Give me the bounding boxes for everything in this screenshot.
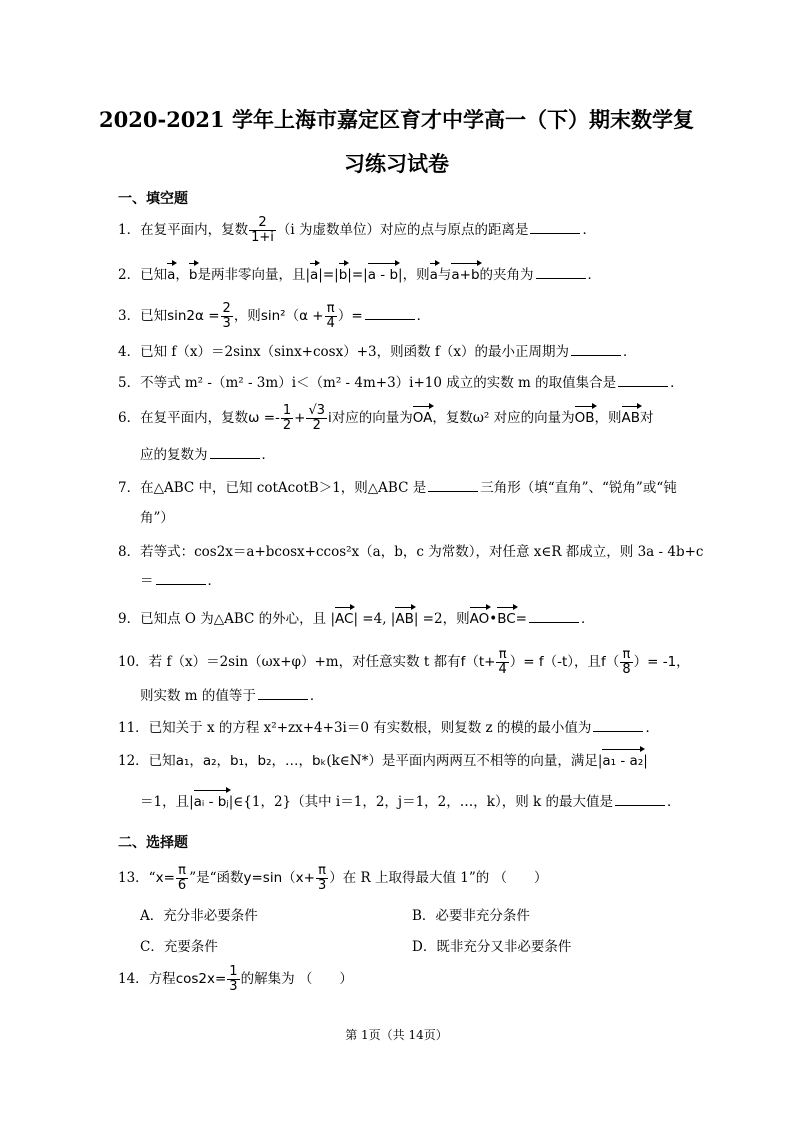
answer-blank	[529, 610, 579, 623]
answer-blank	[618, 374, 668, 387]
fraction: $\frac{2}{1+i}$	[251, 215, 274, 245]
question-6: 6．在复平面内，复数ω =- $\frac{1}{2}$ + $\frac{√3}{2}$ i对应的向量为OA，复数ω² 对应的向量为OB，则AB对	[118, 403, 654, 433]
question-1: 1．在复平面内，复数 $\frac{2}{1+i}$ （i 为虚数单位）对应的点与原点的距离是 ．	[118, 215, 596, 245]
vector-b: b	[188, 267, 198, 283]
answer-blank	[428, 479, 478, 492]
answer-blank	[593, 719, 643, 732]
q13-option-c: C．充要条件	[140, 939, 218, 955]
title-line-1: 2020-2021 学年上海市嘉定区育才中学高一（下）期末数学复	[99, 107, 694, 132]
page-footer: 第 1页（共 14页）	[345, 1028, 448, 1042]
question-3: 3．已知sin2α = $\frac{2}{3}$ ，则sin²（α + $\frac{\pi}{4}$ ）= ．	[118, 301, 431, 331]
answer-blank	[536, 266, 586, 279]
q13-option-d: D．既非充分又非必要条件	[412, 939, 572, 955]
question-10-cont: 则实数 m 的值等于 ．	[140, 688, 324, 704]
question-10: 10．若 f（x）＝2sin（ωx+φ）+m，对任意实数 t 都有f（t+ $\frac{\pi}{4}$ ）= f（-t），且f（ $\frac{\pi}{8}$ ）= -1，	[118, 647, 690, 677]
question-5: 5．不等式 m² -（m² - 3m）i＜（m² - 4m+3）i+10 成立的实数 m 的取值集合是 ．	[118, 375, 684, 391]
answer-blank	[365, 307, 415, 320]
question-7-cont: 角”）	[140, 510, 174, 526]
title-line-2: 习练习试卷	[344, 151, 449, 176]
question-12-cont: ＝1，且|aᵢ - bⱼ|∈{1，2}（其中 i＝1，2，j＝1，2，…，k），则 k 的最大值是 ．	[140, 794, 681, 810]
question-12: 12．已知a₁，a₂，b₁，b₂，…，bₖ(k∈N*）是平面内两两互不相等的向量，满足|a₁ - a₂|	[118, 753, 648, 769]
answer-blank	[258, 687, 308, 700]
answer-blank	[530, 221, 580, 234]
q13-option-b: B．必要非充分条件	[412, 908, 530, 924]
question-2: 2．已知a，b是两非零向量，且|a|=|b|=|a - b|，则a与a+b的夹角为 ．	[118, 267, 602, 283]
question-11: 11．已知关于 x 的方程 x²+zx+4+3i＝0 有实数根，则复数 z 的模的最小值为 ．	[118, 720, 659, 736]
q13-option-a: A．充分非必要条件	[140, 908, 258, 924]
question-4: 4．已知 f（x）＝2sinx（sinx+cosx）+3，则函数 f（x）的最小正周期为 ．	[118, 344, 637, 360]
answer-blank	[571, 343, 621, 356]
question-13: 13．“x= $\frac{\pi}{6}$ ”是“函数y=sin（x+ $\frac{\pi}{3}$ ）在 R 上取得最大值 1”的 （ ）	[118, 863, 548, 893]
question-14: 14．方程cos2x= $\frac{1}{3}$ 的解集为 （ ）	[118, 964, 353, 994]
question-9: 9．已知点 O 为△ABC 的外心，且 |AC| =4, |AB| =2，则AO•BC= ．	[118, 611, 595, 627]
question-8-cont: ＝ ．	[140, 573, 221, 589]
question-8: 8．若等式：cos2x＝a+bcosx+ccos²x（a，b，c 为常数），对任意 x∈R 都成立，则 3a - 4b+c	[118, 544, 704, 560]
question-7: 7．在△ABC 中，已知 cotAcotB＞1，则△ABC 是 三角形（填“直角”、“锐角”或“钝	[118, 480, 677, 496]
answer-blank	[156, 572, 206, 585]
question-6-cont: 应的复数为 ．	[140, 447, 275, 463]
vector-a: a	[167, 267, 176, 283]
answer-blank	[615, 793, 665, 806]
answer-blank	[210, 446, 260, 459]
section-fill-in: 一、填空题	[118, 191, 188, 207]
section-choice: 二、选择题	[118, 835, 188, 851]
